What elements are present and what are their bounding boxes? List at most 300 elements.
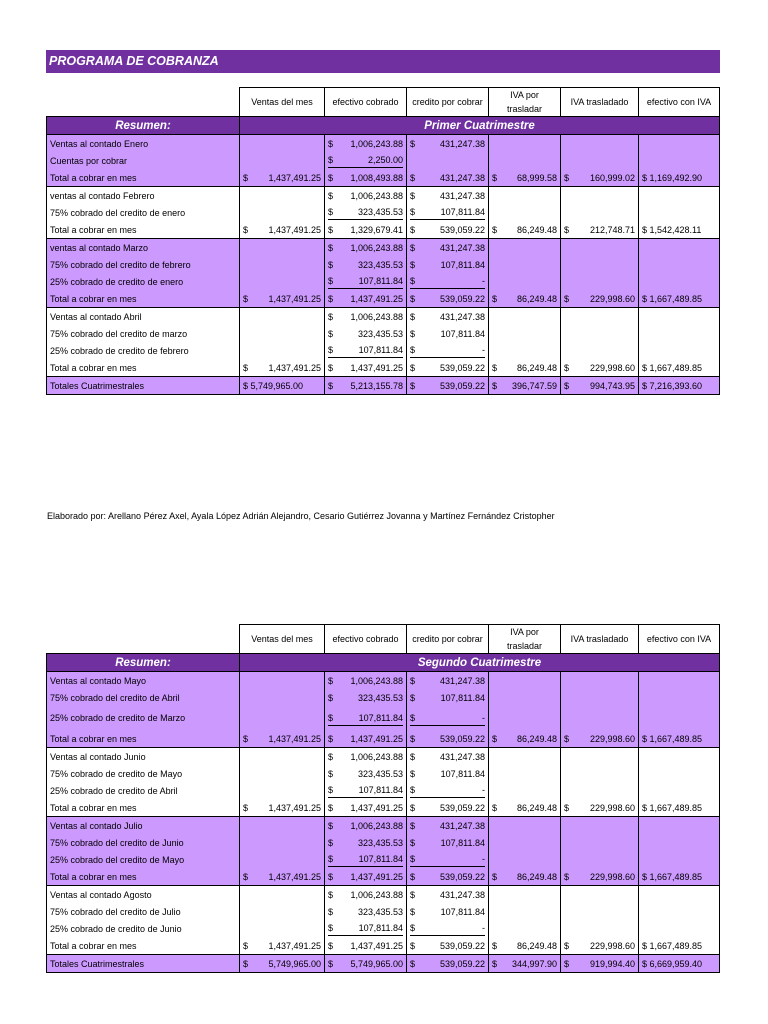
amount-value: - (482, 785, 485, 795)
table-row (47, 152, 720, 169)
currency-sign: $ (328, 889, 334, 900)
amount-value: 86,249.48 (516, 940, 557, 951)
value-cell (240, 730, 325, 748)
total-cell (489, 377, 561, 395)
value-cell (561, 903, 639, 920)
amount (328, 783, 403, 798)
value-cell (489, 256, 561, 273)
currency-sign: $ (492, 733, 498, 744)
table-row (47, 903, 720, 920)
row-label: ventas al contado Marzo (47, 239, 240, 257)
amount (410, 836, 485, 850)
total-cell (561, 955, 639, 973)
amount-value: 1,437,491.25 (350, 802, 403, 813)
value-cell (325, 748, 407, 766)
value-cell (639, 239, 720, 257)
amount (410, 274, 485, 289)
table-row (47, 937, 720, 955)
amount (410, 921, 485, 936)
amount (328, 343, 403, 358)
currency-sign: $ (564, 362, 570, 373)
currency-sign: $ (328, 259, 334, 270)
value-cell (325, 868, 407, 886)
row-label: 25% cobrado de credito de febrero (47, 342, 240, 359)
amount-value: 107,811.84 (440, 692, 485, 703)
value-cell (489, 221, 561, 239)
amount-value: 86,249.48 (516, 224, 557, 235)
currency-sign: $ (564, 871, 570, 882)
value-cell (240, 782, 325, 799)
amount-value: 323,435.53 (357, 768, 403, 779)
value-cell (407, 886, 489, 904)
value-cell (639, 834, 720, 851)
currency-sign: $ (328, 345, 334, 355)
amount (410, 691, 485, 705)
value-cell (240, 342, 325, 359)
value-cell (407, 903, 489, 920)
currency-sign: $ (410, 138, 416, 149)
amount (410, 361, 485, 375)
currency-sign: $ (410, 854, 416, 864)
value-cell (489, 204, 561, 221)
value-cell (325, 799, 407, 817)
value-cell (325, 782, 407, 799)
amount-value: 1,437,491.25 (268, 733, 321, 744)
currency-sign: $ (410, 242, 416, 253)
amount-value: 1,329,679.41 (350, 224, 403, 235)
value-cell (639, 706, 720, 730)
value-cell (407, 152, 489, 169)
value-cell (561, 748, 639, 766)
value-cell (561, 834, 639, 851)
row-label: 75% cobrado del credito de Abril (47, 689, 240, 706)
currency-sign: $ (243, 224, 249, 235)
amount-value: 1,006,243.88 (350, 751, 403, 762)
value-cell (325, 689, 407, 706)
table-row (47, 273, 720, 290)
amount-value: 1,006,243.88 (350, 242, 403, 253)
row-label: 75% cobrado del credito de marzo (47, 325, 240, 342)
amount (328, 957, 403, 971)
currency-sign: $ (328, 138, 334, 149)
value-cell (240, 273, 325, 290)
currency-sign: $ (243, 940, 249, 951)
summary-label: Resumen: (47, 654, 240, 672)
row-label: Total a cobrar en mes (47, 221, 240, 239)
table-row (47, 325, 720, 342)
amount-value: 107,811.84 (358, 345, 403, 355)
amount (328, 379, 403, 393)
amount-value: 431,247.38 (439, 311, 485, 322)
amount-value: 107,811.84 (440, 906, 485, 917)
amount-value: 229,998.60 (589, 362, 635, 373)
totals-label: Totales Cuatrimestrales (47, 377, 240, 395)
amount-value: 229,998.60 (589, 871, 635, 882)
amount (564, 939, 635, 953)
currency-sign: $ (410, 940, 416, 951)
table-row (47, 765, 720, 782)
value-cell (639, 689, 720, 706)
table-row (47, 359, 720, 377)
value-cell (561, 152, 639, 169)
row-label: Ventas al contado Agosto (47, 886, 240, 904)
amount-value: 107,811.84 (358, 854, 403, 864)
currency-sign: $ (328, 785, 334, 795)
value-cell (325, 187, 407, 205)
total-cell (561, 377, 639, 395)
amount-value: 1,437,491.25 (268, 871, 321, 882)
value-cell (325, 152, 407, 169)
amount (328, 819, 403, 833)
value-cell (240, 920, 325, 937)
currency-sign: $ (492, 293, 498, 304)
amount (243, 361, 321, 375)
value-cell (325, 273, 407, 290)
amount-value: 1,437,491.25 (268, 293, 321, 304)
amount-value: 107,811.84 (358, 276, 403, 286)
amount-value: 431,247.38 (439, 138, 485, 149)
value-cell (561, 851, 639, 868)
amount (564, 801, 635, 815)
totals-row (47, 377, 720, 395)
value-cell (561, 799, 639, 817)
amount (410, 732, 485, 746)
amount (410, 957, 485, 971)
value-cell (325, 290, 407, 308)
amount-value: 86,249.48 (516, 362, 557, 373)
currency-sign: $ (492, 940, 498, 951)
row-label: Total a cobrar en mes (47, 799, 240, 817)
value-cell (639, 342, 720, 359)
row-label: 25% cobrado de credito de Marzo (47, 706, 240, 730)
amount-value: 1,437,491.25 (350, 733, 403, 744)
amount (410, 767, 485, 781)
currency-sign: $ (410, 802, 416, 813)
value-cell (561, 765, 639, 782)
amount-value: 212,748.71 (589, 224, 635, 235)
value-cell (561, 256, 639, 273)
currency-sign: $ (328, 224, 334, 235)
amount (328, 137, 403, 151)
amount-value: 323,435.53 (357, 692, 403, 703)
amount (410, 750, 485, 764)
value-cell (240, 256, 325, 273)
period-title: Segundo Cuatrimestre (240, 654, 720, 672)
value-cell (240, 748, 325, 766)
value-cell (639, 730, 720, 748)
value-cell (325, 308, 407, 326)
amount (410, 870, 485, 884)
amount-value: 1,006,243.88 (350, 820, 403, 831)
amount (410, 711, 485, 726)
amount (564, 171, 635, 185)
value-cell (639, 851, 720, 868)
value-cell (407, 765, 489, 782)
amount-value: 1,437,491.25 (268, 172, 321, 183)
amount-value: 68,999.58 (516, 172, 557, 183)
column-header: credito por cobrar (407, 625, 489, 654)
value-cell (240, 851, 325, 868)
amount-value: 86,249.48 (516, 802, 557, 813)
value-cell (489, 689, 561, 706)
amount (410, 327, 485, 341)
amount (328, 870, 403, 884)
amount: $ 5,749,965.00 (243, 380, 304, 391)
value-cell (407, 937, 489, 955)
amount (410, 205, 485, 220)
currency-sign: $ (328, 820, 334, 831)
currency-sign: $ (328, 923, 334, 933)
row-label: Total a cobrar en mes (47, 169, 240, 187)
footer-credits: Elaborado por: Arellano Pérez Axel, Ayala López Adrián Alejandro, Cesario Gutiérrez Jovanna y Martínez Fernández Cristopher (47, 511, 555, 521)
currency-sign: $ (410, 259, 416, 270)
amount-value: 539,059.22 (439, 940, 485, 951)
table-row (47, 799, 720, 817)
amount-value: 1,008,493.88 (350, 172, 403, 183)
table-row (47, 730, 720, 748)
total-cell (407, 377, 489, 395)
currency-sign: $ (410, 906, 416, 917)
amount-value: 107,811.84 (358, 712, 403, 723)
amount: $ 1,667,489.85 (642, 733, 703, 744)
value-cell (639, 204, 720, 221)
column-header-row (47, 88, 720, 117)
value-cell (325, 937, 407, 955)
currency-sign: $ (492, 172, 498, 183)
amount (410, 258, 485, 272)
value-cell (407, 204, 489, 221)
total-cell (325, 377, 407, 395)
currency-sign: $ (410, 207, 416, 217)
collection-table-second (46, 624, 720, 973)
amount: $ 1,667,489.85 (642, 871, 703, 882)
amount-value: 431,247.38 (439, 675, 485, 686)
amount (328, 732, 403, 746)
value-cell (240, 169, 325, 187)
currency-sign: $ (564, 733, 570, 744)
row-label: Total a cobrar en mes (47, 730, 240, 748)
value-cell (325, 834, 407, 851)
amount-value: 344,997.90 (511, 958, 557, 969)
currency-sign: $ (328, 276, 334, 286)
value-cell (407, 221, 489, 239)
value-cell (561, 325, 639, 342)
value-cell (489, 308, 561, 326)
value-cell (407, 920, 489, 937)
column-header: efectivo con IVA (639, 88, 720, 117)
value-cell (489, 273, 561, 290)
amount (328, 888, 403, 902)
value-cell (489, 169, 561, 187)
value-cell (325, 342, 407, 359)
amount-value: - (482, 923, 485, 933)
value-cell (407, 748, 489, 766)
value-cell (561, 221, 639, 239)
value-cell (407, 308, 489, 326)
amount-value: 919,994.40 (589, 958, 635, 969)
amount (410, 852, 485, 867)
value-cell (561, 706, 639, 730)
amount-value: 539,059.22 (439, 224, 485, 235)
amount-value: 323,435.53 (357, 328, 403, 339)
currency-sign: $ (243, 172, 249, 183)
value-cell (561, 868, 639, 886)
totals-label: Totales Cuatrimestrales (47, 955, 240, 973)
value-cell (240, 239, 325, 257)
amount-value: 431,247.38 (439, 820, 485, 831)
currency-sign: $ (410, 871, 416, 882)
currency-sign: $ (410, 923, 416, 933)
row-label: 25% cobrado de credito de Abril (47, 782, 240, 799)
amount-value: 1,437,491.25 (268, 224, 321, 235)
currency-sign: $ (410, 380, 416, 391)
amount: $ 1,667,489.85 (642, 362, 703, 373)
amount-value: 107,811.84 (440, 328, 485, 339)
row-label: Ventas al contado Junio (47, 748, 240, 766)
table-row (47, 342, 720, 359)
amount-value: 5,749,965.00 (350, 958, 403, 969)
currency-sign: $ (328, 155, 334, 165)
value-cell (639, 152, 720, 169)
value-cell (561, 359, 639, 377)
value-cell (240, 672, 325, 690)
value-cell (325, 325, 407, 342)
amount (410, 801, 485, 815)
column-header: efectivo cobrado (325, 625, 407, 654)
amount (243, 732, 321, 746)
column-header: IVA trasladado (561, 625, 639, 654)
value-cell (325, 359, 407, 377)
amount: $ 7,216,393.60 (642, 380, 703, 391)
amount-value: 229,998.60 (589, 293, 635, 304)
amount (328, 801, 403, 815)
row-label: Ventas al contado Enero (47, 135, 240, 153)
amount (328, 310, 403, 324)
amount-value: 1,437,491.25 (350, 871, 403, 882)
amount-value: 107,811.84 (358, 785, 403, 795)
value-cell (639, 903, 720, 920)
value-cell (639, 290, 720, 308)
currency-sign: $ (564, 172, 570, 183)
total-cell (639, 955, 720, 973)
row-label: 25% cobrado de credito de enero (47, 273, 240, 290)
value-cell (489, 765, 561, 782)
currency-sign: $ (243, 958, 249, 969)
amount (328, 852, 403, 867)
amount-value: 323,435.53 (357, 259, 403, 270)
amount: $ 1,667,489.85 (642, 293, 703, 304)
column-header: efectivo cobrado (325, 88, 407, 117)
amount-value: 323,435.53 (357, 207, 403, 217)
value-cell (240, 325, 325, 342)
currency-sign: $ (492, 224, 498, 235)
value-cell (561, 169, 639, 187)
table-row (47, 851, 720, 868)
amount (328, 767, 403, 781)
value-cell (240, 706, 325, 730)
table-row (47, 817, 720, 835)
value-cell (639, 672, 720, 690)
row-label: 75% cobrado del credito de enero (47, 204, 240, 221)
value-cell (489, 886, 561, 904)
row-label: Ventas al contado Julio (47, 817, 240, 835)
amount (328, 258, 403, 272)
amount-value: 1,006,243.88 (350, 138, 403, 149)
value-cell (325, 239, 407, 257)
currency-sign: $ (410, 293, 416, 304)
amount (243, 223, 321, 237)
amount (492, 732, 557, 746)
amount-value: 1,006,243.88 (350, 311, 403, 322)
value-cell (561, 689, 639, 706)
amount: $ 1,667,489.85 (642, 802, 703, 813)
row-label: Ventas al contado Abril (47, 308, 240, 326)
amount-value: 431,247.38 (439, 751, 485, 762)
value-cell (240, 799, 325, 817)
amount-value: 323,435.53 (357, 906, 403, 917)
amount-value: 1,437,491.25 (350, 293, 403, 304)
value-cell (240, 765, 325, 782)
table-row (47, 689, 720, 706)
value-cell (240, 204, 325, 221)
value-cell (489, 135, 561, 153)
column-header: Ventas del mes (240, 88, 325, 117)
column-header-row (47, 625, 720, 654)
amount (410, 379, 485, 393)
column-header: Ventas del mes (240, 625, 325, 654)
currency-sign: $ (410, 889, 416, 900)
amount (410, 137, 485, 151)
table-row (47, 221, 720, 239)
row-label: Total a cobrar en mes (47, 359, 240, 377)
value-cell (240, 187, 325, 205)
currency-sign: $ (243, 802, 249, 813)
value-cell (561, 782, 639, 799)
currency-sign: $ (410, 785, 416, 795)
currency-sign: $ (328, 380, 334, 391)
amount-value: 229,998.60 (589, 940, 635, 951)
amount-value: 994,743.95 (589, 380, 635, 391)
value-cell (240, 689, 325, 706)
amount (410, 888, 485, 902)
value-cell (561, 273, 639, 290)
currency-sign: $ (410, 751, 416, 762)
currency-sign: $ (328, 172, 334, 183)
value-cell (639, 187, 720, 205)
value-cell (325, 256, 407, 273)
value-cell (561, 672, 639, 690)
value-cell (489, 748, 561, 766)
value-cell (407, 730, 489, 748)
currency-sign: $ (243, 362, 249, 373)
amount: $ 6,669,959.40 (642, 958, 703, 969)
value-cell (407, 868, 489, 886)
currency-sign: $ (410, 224, 416, 235)
value-cell (407, 256, 489, 273)
value-cell (561, 187, 639, 205)
amount (410, 292, 485, 306)
amount (328, 921, 403, 936)
table-row (47, 308, 720, 326)
header-blank (47, 88, 240, 117)
value-cell (240, 817, 325, 835)
amount (243, 801, 321, 815)
total-cell (639, 377, 720, 395)
amount (328, 750, 403, 764)
currency-sign: $ (492, 958, 498, 969)
value-cell (325, 903, 407, 920)
amount (564, 870, 635, 884)
